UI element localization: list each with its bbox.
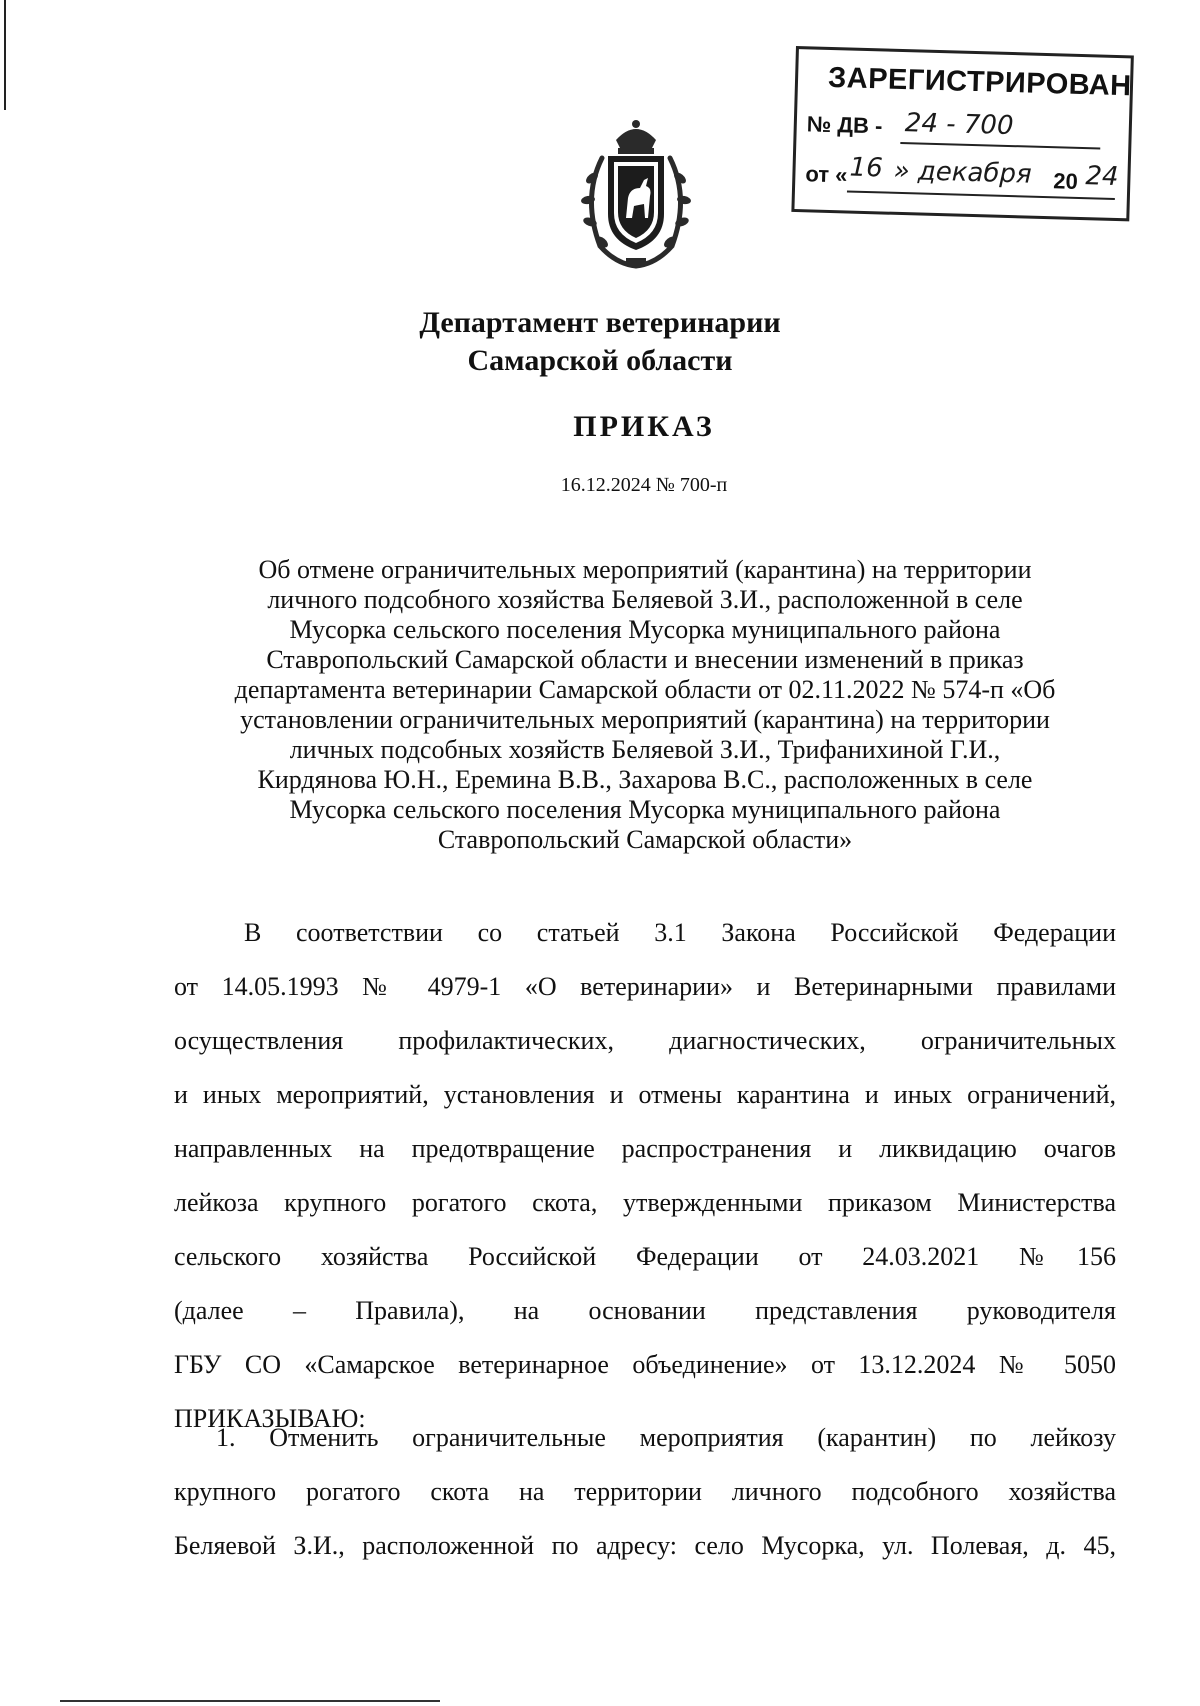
subject-line: Ставропольский Самарской области и внесении изменений в приказ [266, 645, 1024, 674]
stamp-date-month: » декабря [893, 155, 1033, 190]
order-item-1 [174, 1411, 1116, 1573]
body-line: ГБУ СО «Самарское ветеринарное объединение» от 13.12.2024 № 5050 [174, 1350, 1116, 1379]
subject-line: личного подсобного хозяйства Беляевой З.И., расположенной в селе [267, 585, 1023, 614]
stamp-number-underline [900, 142, 1100, 150]
stamp-title: ЗАРЕГИСТРИРОВАН [827, 61, 1133, 103]
stamp-number-handwritten: 24 - 700 [904, 108, 1014, 142]
stamp-date-prefix: от « [805, 161, 848, 188]
bottom-scan-line [60, 1700, 440, 1702]
document-subject [160, 555, 1130, 855]
scan-edge-line [4, 0, 6, 110]
body-line: Беляевой З.И., расположенной по адресу: село Мусорка, ул. Полевая, д. 45, [174, 1531, 1116, 1560]
body-line: лейкоза крупного рогатого скота, утвержденными приказом Министерства [174, 1188, 1116, 1217]
body-line: В соответствии со статьей 3.1 Закона Российской Федерации [244, 918, 1116, 947]
organization-name-line2: Самарской области [467, 344, 733, 377]
preamble-paragraph [174, 906, 1116, 1446]
subject-line: Мусорка сельского поселения Мусорка муниципального района [289, 795, 1001, 824]
subject-line: Мусорка сельского поселения Мусорка муниципального района [289, 615, 1001, 644]
order-directive: ПРИКАЗЫВАЮ: [174, 1404, 366, 1433]
document-date-number: 16.12.2024 № 700-п [560, 474, 728, 496]
body-line: от 14.05.1993 № 4979-1 «О ветеринарии» и Ветеринарными правилами [174, 972, 1116, 1001]
subject-line: установлении ограничительных мероприятий (карантина) на территории [240, 705, 1050, 734]
body-line: осуществления профилактических, диагностических, ограничительных [174, 1026, 1116, 1055]
body-line: (далее – Правила), на основании представления руководителя [174, 1296, 1116, 1325]
subject-line: Об отмене ограничительных мероприятий (карантина) на территории [258, 555, 1032, 584]
body-line: сельского хозяйства Российской Федерации от 24.03.2021 №156 [174, 1242, 1116, 1271]
stamp-number-prefix: № ДВ - [806, 111, 883, 139]
subject-line: департамента ветеринарии Самарской области от 02.11.2022 № 574-п «Об [234, 675, 1056, 704]
subject-line: Кирдянова Ю.Н., Еремина В.В., Захарова В.С., расположенных в селе [257, 765, 1033, 794]
organization-name-line1: Департамент ветеринарии [419, 306, 781, 339]
body-line: и иных мероприятий, установления и отмены карантина и иных ограничений, [174, 1080, 1116, 1109]
body-line: направленных на предотвращение распространения и ликвидацию очагов [174, 1134, 1116, 1163]
stamp-year-handwritten: 24 [1085, 161, 1119, 193]
body-line: крупного рогатого скота на территории личного подсобного хозяйства [174, 1477, 1116, 1506]
stamp-date-day: 16 [849, 152, 884, 184]
stamp-year-prefix: 20 [1052, 168, 1079, 194]
subject-line: Ставропольский Самарской области» [437, 825, 853, 854]
coat-of-arms-icon [572, 118, 700, 270]
registration-stamp [791, 46, 1134, 221]
subject-line: личных подсобных хозяйств Беляевой З.И., Трифанихиной Г.И., [289, 735, 1001, 764]
body-line: 1. Отменить ограничительные мероприятия (карантин) по лейкозу [216, 1423, 1116, 1452]
document-type-title: ПРИКАЗ [573, 410, 715, 443]
